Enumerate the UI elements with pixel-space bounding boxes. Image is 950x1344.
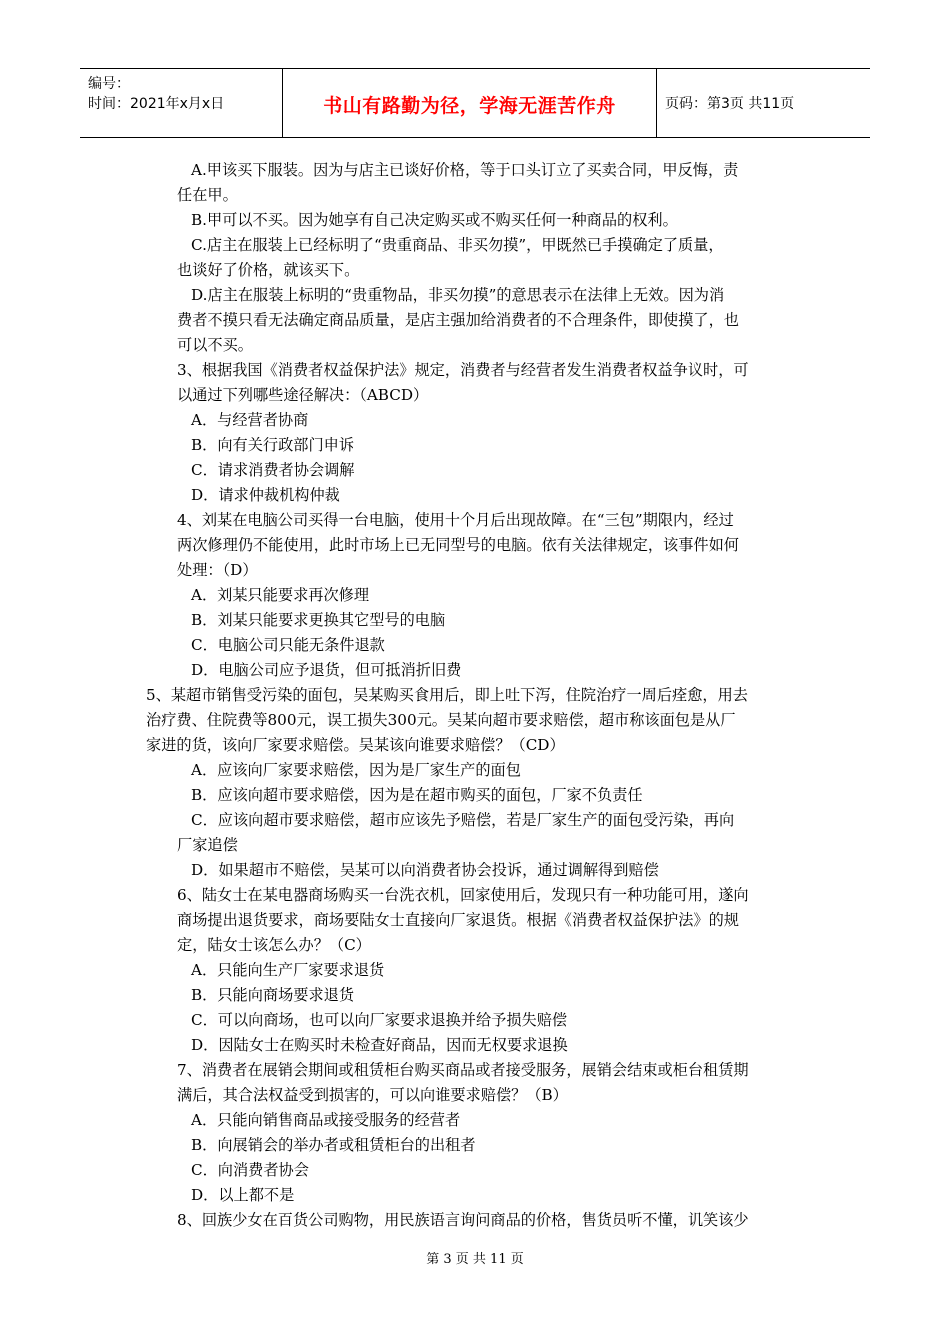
page-header	[80, 68, 870, 138]
question-6: 6、陆女士在某电器商场购买一台洗衣机，回家使用后，发现只有一种功能可用，遂向	[177, 886, 749, 904]
text-line: 任在甲。	[177, 186, 238, 204]
question-4: 4、刘某在电脑公司买得一台电脑，使用十个月后出现故障。在“三包”期限内，经过	[177, 511, 734, 529]
text-line: 商场提出退货要求，商场要陆女士直接向厂家退货。根据《消费者权益保护法》的规	[177, 911, 739, 929]
question-3: 3、根据我国《消费者权益保护法》规定，消费者与经营者发生消费者权益争议时，可	[177, 361, 749, 379]
text-line: 处理：（D）	[177, 561, 258, 579]
text-line: 定，陆女士该怎么办？（C）	[177, 936, 371, 954]
option-line: D．以上都不是	[191, 1186, 295, 1204]
text-line: 家进的货，该向厂家要求赔偿。吴某该向谁要求赔偿？（CD）	[146, 736, 565, 754]
text-line: 厂家追偿	[177, 836, 238, 854]
document-number-label: 编号：	[88, 76, 130, 92]
option-line: A．只能向销售商品或接受服务的经营者	[191, 1111, 461, 1129]
text-line: 满后，其合法权益受到损害的，可以向谁要求赔偿？（B）	[177, 1086, 568, 1104]
text-line: A.甲该买下服装。因为与店主已谈好价格，等于口头订立了买卖合同，甲反悔，责	[191, 161, 739, 179]
page-footer: 第 3 页 共 11 页	[426, 1252, 524, 1267]
text-line: 也谈好了价格，就该买下。	[177, 261, 360, 279]
option-line: B．只能向商场要求退货	[191, 986, 355, 1004]
text-line: D.店主在服装上标明的“贵重物品，非买勿摸”的意思表示在法律上无效。因为消	[191, 286, 725, 304]
question-5: 5、某超市销售受污染的面包，吴某购买食用后，即上吐下泻，住院治疗一周后痊愈，用去	[146, 686, 748, 704]
option-line: D．请求仲裁机构仲裁	[191, 486, 340, 504]
option-line: C．向消费者协会	[191, 1161, 309, 1179]
text-line: 两次修理仍不能使用，此时市场上已无同型号的电脑。依有关法律规定，该事件如何	[177, 536, 739, 554]
text-line: 治疗费、住院费等800元，误工损失300元。吴某向超市要求赔偿，超市称该面包是从厂	[146, 711, 736, 729]
option-line: C．可以向商场，也可以向厂家要求退换并给予损失赔偿	[191, 1011, 568, 1029]
text-line: 可以不买。	[177, 336, 253, 354]
option-line: B．向展销会的举办者或租赁柜台的出租者	[191, 1136, 476, 1154]
option-line: D．电脑公司应予退货，但可抵消折旧费	[191, 661, 462, 679]
option-line: C．请求消费者协会调解	[191, 461, 355, 479]
header-motto-cell	[283, 69, 657, 137]
option-line: C．电脑公司只能无条件退款	[191, 636, 385, 654]
header-page-cell	[657, 69, 870, 137]
question-7: 7、消费者在展销会期间或租赁柜台购买商品或者接受服务，展销会结束或柜台租赁期	[177, 1061, 749, 1079]
text-line: 以通过下列哪些途径解决：（ABCD）	[177, 386, 429, 404]
header-motto: 书山有路勤为径，学海无涯苦作舟	[323, 95, 616, 117]
option-line: A．与经营者协商	[191, 411, 309, 429]
option-line: B．刘某只能要求更换其它型号的电脑	[191, 611, 446, 629]
header-page-number: 页码：第3页 共11页	[665, 96, 795, 112]
option-line: D．因陆女士在购买时未检查好商品，因而无权要求退换	[191, 1036, 568, 1054]
document-date-label: 时间：2021年x月x日	[88, 96, 225, 112]
option-line: A．刘某只能要求再次修理	[191, 586, 370, 604]
text-line: B.甲可以不买。因为她享有自己决定购买或不购买任何一种商品的权利。	[191, 211, 678, 229]
option-line: B．向有关行政部门申诉	[191, 436, 355, 454]
question-8: 8、回族少女在百货公司购物，用民族语言询问商品的价格，售货员听不懂，讥笑该少	[177, 1211, 749, 1229]
option-line: C．应该向超市要求赔偿，超市应该先予赔偿，若是厂家生产的面包受污染，再向	[191, 811, 735, 829]
text-line: C.店主在服装上已经标明了“贵重商品、非买勿摸”，甲既然已手摸确定了质量，	[191, 236, 724, 254]
option-line: D．如果超市不赔偿，吴某可以向消费者协会投诉，通过调解得到赔偿	[191, 861, 659, 879]
option-line: B．应该向超市要求赔偿，因为是在超市购买的面包，厂家不负责任	[191, 786, 643, 804]
option-line: A．只能向生产厂家要求退货	[191, 961, 385, 979]
header-meta-cell	[80, 69, 283, 137]
option-line: A．应该向厂家要求赔偿，因为是厂家生产的面包	[191, 761, 521, 779]
text-line: 费者不摸只看无法确定商品质量，是店主强加给消费者的不合理条件，即使摸了，也	[177, 311, 739, 329]
